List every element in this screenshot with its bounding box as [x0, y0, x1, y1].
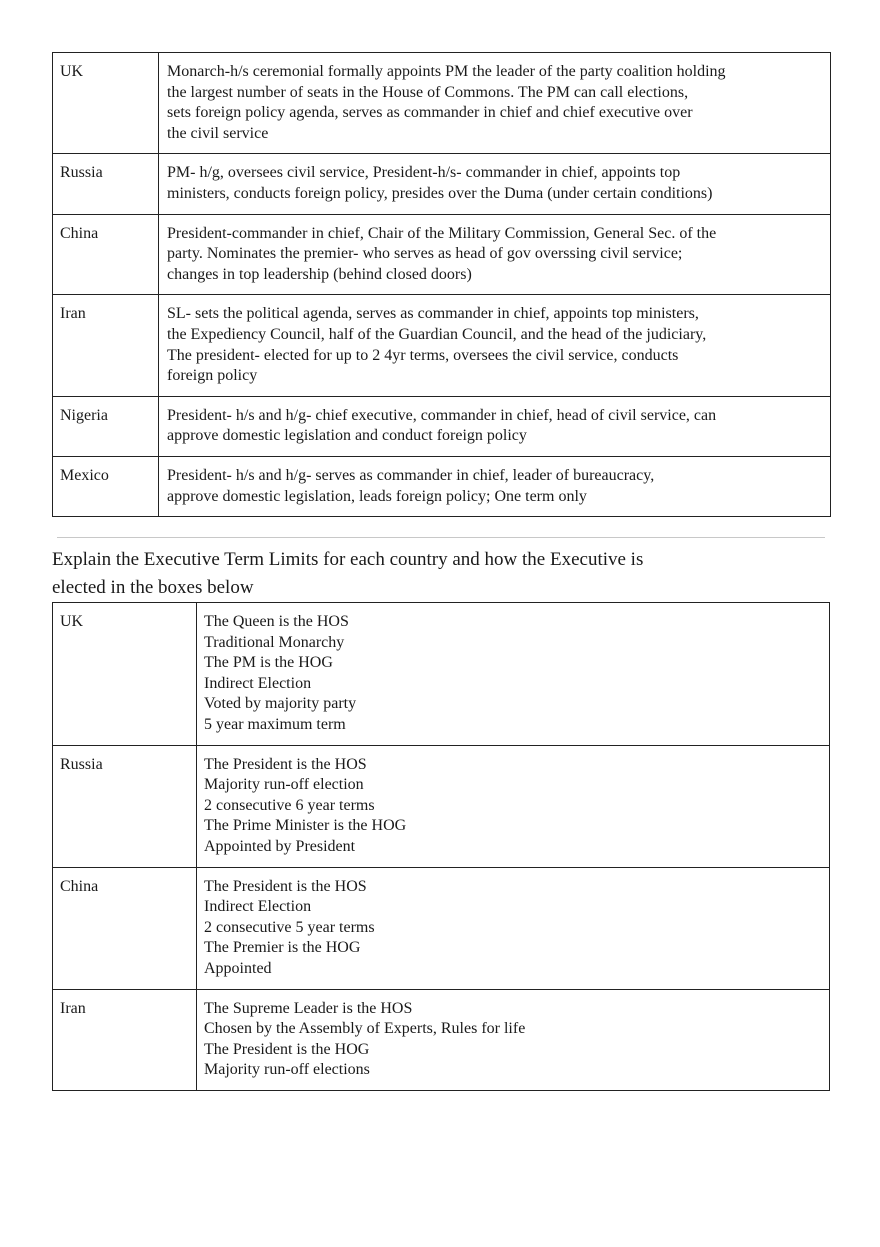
- country-cell: [53, 867, 197, 989]
- table-row: [53, 603, 830, 746]
- country-cell: [53, 214, 159, 295]
- description-line: The Premier is the HOG: [204, 939, 361, 957]
- section-divider: [57, 537, 825, 538]
- description-cell: [159, 295, 831, 396]
- description-line: The PM is the HOG: [204, 654, 333, 672]
- table-row: [53, 154, 831, 214]
- term-limits-table: [52, 602, 830, 1091]
- description-line: Appointed by President: [204, 837, 356, 855]
- description-cell: [159, 396, 831, 456]
- country-cell: [53, 53, 159, 154]
- description-line: Chosen by the Assembly of Experts, Rules for life: [204, 1020, 526, 1038]
- table-row: [53, 867, 830, 989]
- table-row: [53, 745, 830, 867]
- description-line: President- h/s and h/g- chief executive, commander in chief, head of civil service, can: [167, 406, 717, 424]
- country-cell: [53, 396, 159, 456]
- description-line: sets foreign policy agenda, serves as commander in chief and chief executive over: [167, 104, 693, 122]
- description-line: SL- sets the political agenda, serves as commander in chief, appoints top ministers,: [167, 305, 699, 323]
- country-label: UK: [60, 63, 84, 80]
- table-row: [53, 214, 831, 295]
- country-label: UK: [60, 613, 84, 630]
- description-cell: [197, 745, 830, 867]
- description-line: The president- elected for up to 2 4yr terms, oversees the civil service, conducts: [167, 346, 679, 364]
- description-line: Voted by majority party: [204, 695, 357, 713]
- country-label: China: [60, 877, 99, 895]
- description-cell: [197, 603, 830, 746]
- description-line: Traditional Monarchy: [204, 633, 345, 651]
- country-label: Iran: [60, 305, 86, 323]
- description-line: 2 consecutive 5 year terms: [204, 918, 375, 936]
- description-line: Appointed: [204, 959, 272, 977]
- description-line: President-commander in chief, Chair of the Military Commission, General Sec. of the: [167, 224, 717, 242]
- country-label: China: [60, 224, 99, 242]
- description-line: Majority run-off elections: [204, 1061, 370, 1079]
- table-row: [53, 295, 831, 396]
- country-cell: [53, 295, 159, 396]
- section-heading-line: Explain the Executive Term Limits for each country and how the Executive is: [52, 549, 644, 570]
- section-heading-line: elected in the boxes below: [52, 577, 254, 598]
- description-cell: [159, 53, 831, 154]
- description-line: President- h/s and h/g- serves as commander in chief, leader of bureaucracy,: [167, 466, 655, 484]
- description-line: The Prime Minister is the HOG: [204, 817, 407, 835]
- description-line: 2 consecutive 6 year terms: [204, 796, 375, 814]
- description-line: approve domestic legislation and conduct foreign policy: [167, 427, 527, 445]
- description-line: party. Nominates the premier- who serves as head of gov overssing civil service;: [167, 245, 683, 263]
- description-line: The President is the HOS: [204, 755, 367, 773]
- table-row: [53, 396, 831, 456]
- description-cell: [159, 214, 831, 295]
- country-label: Iran: [60, 999, 86, 1017]
- country-label: Nigeria: [60, 406, 108, 424]
- table-row: [53, 989, 830, 1090]
- description-line: ministers, conducts foreign policy, presides over the Duma (under certain conditions): [167, 184, 713, 202]
- description-line: PM- h/g, oversees civil service, President-h/s- commander in chief, appoints top: [167, 164, 681, 182]
- country-cell: [53, 154, 159, 214]
- description-line: The Queen is the HOS: [204, 613, 349, 630]
- description-line: The Supreme Leader is the HOS: [204, 999, 413, 1017]
- section-heading: [52, 546, 752, 602]
- description-line: foreign policy: [167, 367, 258, 385]
- description-line: Majority run-off election: [204, 776, 364, 794]
- description-cell: [197, 867, 830, 989]
- description-line: The President is the HOG: [204, 1040, 370, 1058]
- description-line: the Expediency Council, half of the Guardian Council, and the head of the judiciary,: [167, 325, 707, 343]
- description-line: changes in top leadership (behind closed doors): [167, 265, 472, 283]
- description-line: 5 year maximum term: [204, 715, 346, 733]
- description-line: the civil service: [167, 124, 269, 142]
- executive-powers-table: [52, 52, 831, 517]
- country-label: Russia: [60, 755, 103, 773]
- country-label: Mexico: [60, 466, 109, 484]
- description-line: The President is the HOS: [204, 877, 367, 895]
- description-cell: [197, 989, 830, 1090]
- description-line: approve domestic legislation, leads foreign policy; One term only: [167, 487, 587, 505]
- description-line: Indirect Election: [204, 898, 312, 916]
- country-cell: [53, 456, 159, 516]
- country-cell: [53, 989, 197, 1090]
- country-cell: [53, 745, 197, 867]
- description-line: the largest number of seats in the House of Commons. The PM can call elections,: [167, 83, 689, 101]
- table-row: [53, 53, 831, 154]
- description-line: Monarch-h/s ceremonial formally appoints PM the leader of the party coalition holding: [167, 63, 726, 80]
- table-row: [53, 456, 831, 516]
- country-cell: [53, 603, 197, 746]
- description-cell: [159, 154, 831, 214]
- description-cell: [159, 456, 831, 516]
- country-label: Russia: [60, 164, 103, 182]
- description-line: Indirect Election: [204, 674, 312, 692]
